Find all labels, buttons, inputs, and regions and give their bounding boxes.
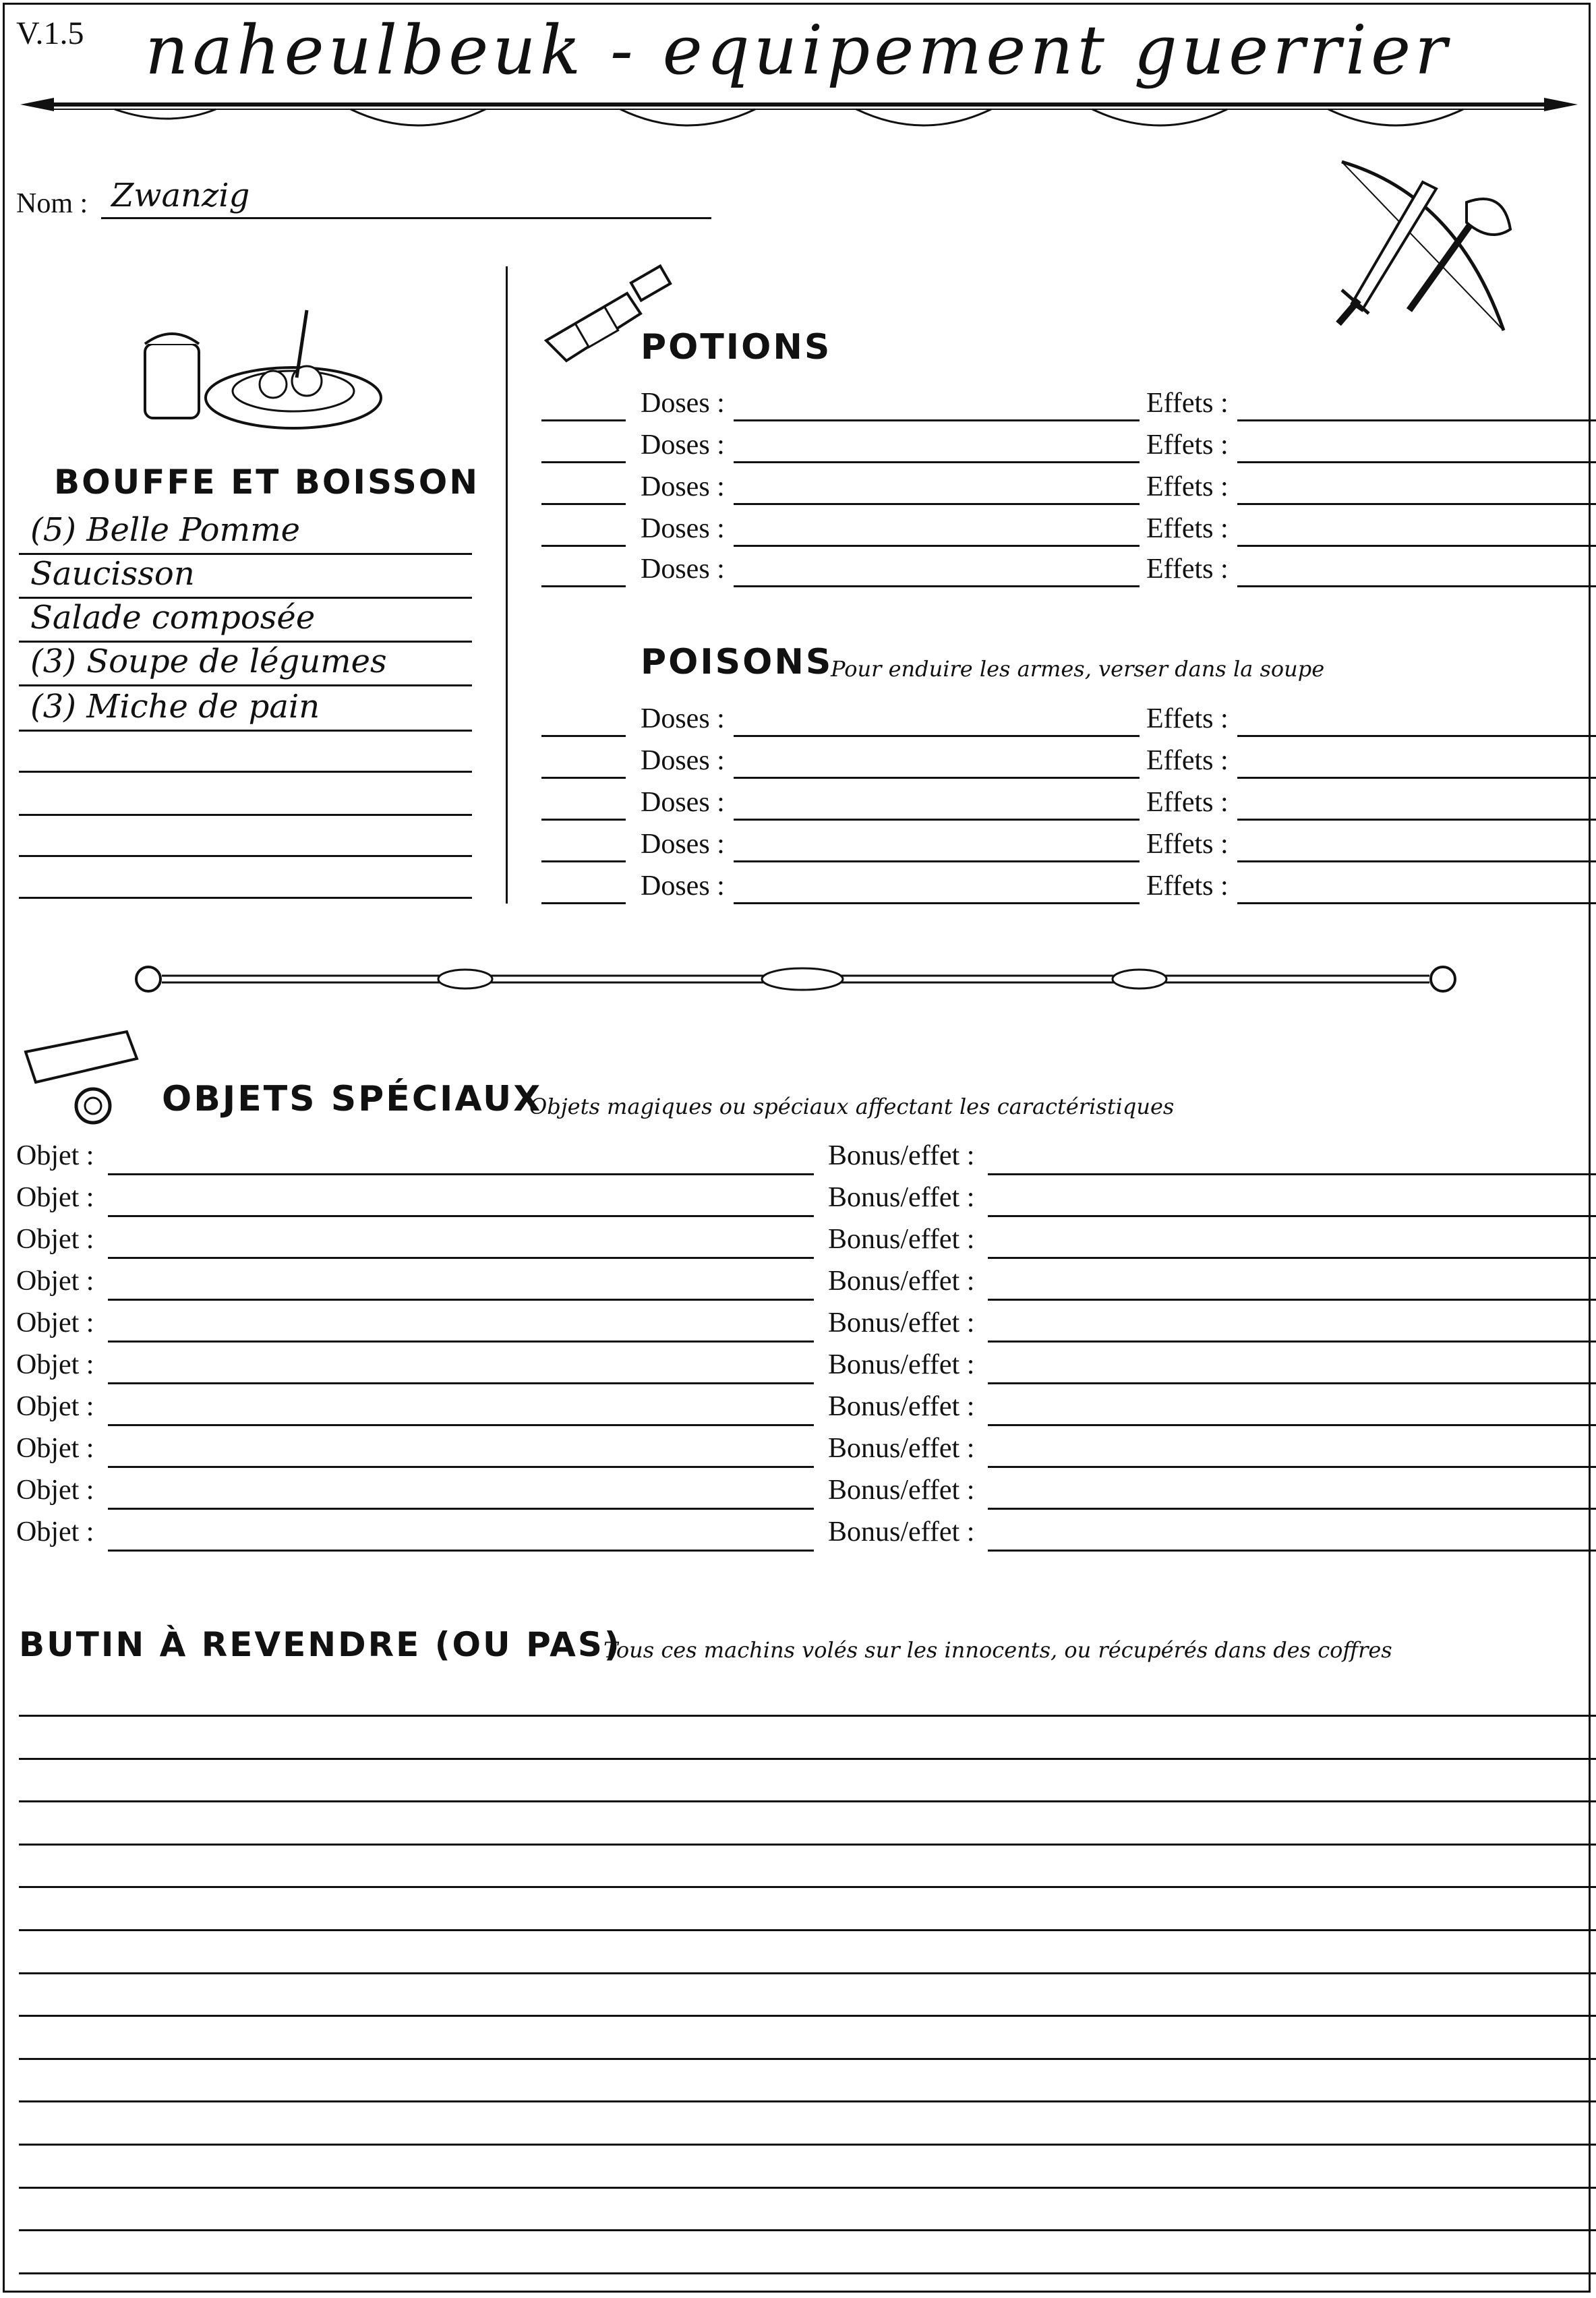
scroll-ring-icon xyxy=(19,1025,154,1133)
potion-doses-field[interactable] xyxy=(734,419,1140,421)
doses-label: Doses : xyxy=(641,745,725,776)
bonus-label: Bonus/effet : xyxy=(828,1433,975,1464)
object-field[interactable] xyxy=(108,1466,814,1468)
doses-label: Doses : xyxy=(641,471,725,502)
object-label: Objet : xyxy=(16,1224,94,1255)
food-item[interactable]: (3) Soupe de légumes xyxy=(30,643,387,680)
food-line xyxy=(19,771,472,773)
bonus-field[interactable] xyxy=(988,1508,1596,1510)
loot-line[interactable] xyxy=(19,1844,1596,1846)
quantity-line[interactable] xyxy=(541,819,626,821)
food-line xyxy=(19,855,472,857)
food-line xyxy=(19,897,472,899)
bonus-label: Bonus/effet : xyxy=(828,1140,975,1171)
doses-label: Doses : xyxy=(641,513,725,544)
poison-doses-field[interactable] xyxy=(734,860,1140,862)
bonus-label: Bonus/effet : xyxy=(828,1349,975,1380)
poison-effects-field[interactable] xyxy=(1237,777,1596,779)
object-label: Objet : xyxy=(16,1182,94,1213)
special-objects-section-title: OBJETS SPÉCIAUX xyxy=(162,1079,543,1119)
doses-label: Doses : xyxy=(641,388,725,419)
object-label: Objet : xyxy=(16,1391,94,1422)
effects-label: Effets : xyxy=(1146,703,1229,734)
loot-line[interactable] xyxy=(19,1715,1596,1717)
quantity-line[interactable] xyxy=(541,503,626,505)
bonus-field[interactable] xyxy=(988,1299,1596,1301)
object-label: Objet : xyxy=(16,1266,94,1297)
bonus-label: Bonus/effet : xyxy=(828,1391,975,1422)
bonus-label: Bonus/effet : xyxy=(828,1266,975,1297)
potion-effects-field[interactable] xyxy=(1237,545,1596,547)
bonus-field[interactable] xyxy=(988,1340,1596,1343)
poison-effects-field[interactable] xyxy=(1237,735,1596,737)
bonus-field[interactable] xyxy=(988,1257,1596,1259)
effects-label: Effets : xyxy=(1146,829,1229,860)
object-label: Objet : xyxy=(16,1433,94,1464)
loot-subtitle: Tous ces machins volés sur les innocents, ou récupérés dans des coffres xyxy=(603,1637,1392,1663)
quantity-line[interactable] xyxy=(541,777,626,779)
bonus-field[interactable] xyxy=(988,1215,1596,1217)
potions-section-title: POTIONS xyxy=(641,327,832,367)
bonus-field[interactable] xyxy=(988,1382,1596,1384)
object-field[interactable] xyxy=(108,1382,814,1384)
bonus-field[interactable] xyxy=(988,1173,1596,1175)
object-field[interactable] xyxy=(108,1340,814,1343)
effects-label: Effets : xyxy=(1146,787,1229,818)
column-divider xyxy=(506,266,508,904)
loot-line[interactable] xyxy=(19,1758,1596,1760)
object-label: Objet : xyxy=(16,1349,94,1380)
food-item[interactable]: Saucisson xyxy=(30,555,195,593)
object-field[interactable] xyxy=(108,1257,814,1259)
potion-doses-field[interactable] xyxy=(734,461,1140,463)
bonus-label: Bonus/effet : xyxy=(828,1307,975,1338)
food-item[interactable]: (3) Miche de pain xyxy=(30,688,320,726)
poison-effects-field[interactable] xyxy=(1237,860,1596,862)
object-field[interactable] xyxy=(108,1508,814,1510)
object-field[interactable] xyxy=(108,1550,814,1552)
potion-effects-field[interactable] xyxy=(1237,585,1596,587)
loot-line[interactable] xyxy=(19,2100,1596,2102)
food-section-title: BOUFFE ET BOISSON xyxy=(54,463,480,502)
loot-line[interactable] xyxy=(19,1800,1596,1802)
staff-divider-icon xyxy=(128,958,1463,998)
potion-effects-field[interactable] xyxy=(1237,503,1596,505)
poisons-subtitle: Pour enduire les armes, verser dans la soupe xyxy=(831,656,1325,682)
doses-label: Doses : xyxy=(641,554,725,585)
doses-label: Doses : xyxy=(641,829,725,860)
quantity-line[interactable] xyxy=(541,735,626,737)
doses-label: Doses : xyxy=(641,871,725,902)
food-line xyxy=(19,684,472,686)
poison-effects-field[interactable] xyxy=(1237,902,1596,904)
bonus-label: Bonus/effet : xyxy=(828,1516,975,1548)
poison-doses-field[interactable] xyxy=(734,777,1140,779)
bonus-field[interactable] xyxy=(988,1466,1596,1468)
object-field[interactable] xyxy=(108,1215,814,1217)
loot-line[interactable] xyxy=(19,1929,1596,1931)
effects-label: Effets : xyxy=(1146,871,1229,902)
bonus-label: Bonus/effet : xyxy=(828,1182,975,1213)
loot-line[interactable] xyxy=(19,2058,1596,2060)
loot-line[interactable] xyxy=(19,1972,1596,1974)
poison-doses-field[interactable] xyxy=(734,735,1140,737)
quantity-line[interactable] xyxy=(541,461,626,463)
object-field[interactable] xyxy=(108,1299,814,1301)
name-field-line xyxy=(101,217,711,219)
quantity-line[interactable] xyxy=(541,902,626,904)
loot-line[interactable] xyxy=(19,2144,1596,2146)
poisons-section-title: POISONS xyxy=(641,642,833,682)
food-icon xyxy=(138,303,381,438)
quantity-line[interactable] xyxy=(541,545,626,547)
potion-doses-field[interactable] xyxy=(734,503,1140,505)
food-line xyxy=(19,730,472,732)
effects-label: Effets : xyxy=(1146,388,1229,419)
object-field[interactable] xyxy=(108,1424,814,1426)
version-label: V.1.5 xyxy=(16,16,84,51)
object-field[interactable] xyxy=(108,1173,814,1175)
name-value[interactable]: Zwanzig xyxy=(111,177,250,214)
object-label: Objet : xyxy=(16,1307,94,1338)
loot-line[interactable] xyxy=(19,2229,1596,2231)
potion-effects-field[interactable] xyxy=(1237,461,1596,463)
bonus-label: Bonus/effet : xyxy=(828,1475,975,1506)
effects-label: Effets : xyxy=(1146,745,1229,776)
loot-section-title: BUTIN À REVENDRE (OU PAS) xyxy=(19,1625,622,1664)
effects-label: Effets : xyxy=(1146,471,1229,502)
object-label: Objet : xyxy=(16,1140,94,1171)
doses-label: Doses : xyxy=(641,703,725,734)
potion-doses-field[interactable] xyxy=(734,545,1140,547)
effects-label: Effets : xyxy=(1146,430,1229,461)
bonus-field[interactable] xyxy=(988,1550,1596,1552)
poison-doses-field[interactable] xyxy=(734,819,1140,821)
quantity-line[interactable] xyxy=(541,860,626,862)
special-objects-subtitle: Objets magiques ou spéciaux affectant les caractéristiques xyxy=(529,1094,1175,1119)
food-item[interactable]: Salade composée xyxy=(30,599,316,637)
loot-line[interactable] xyxy=(19,2187,1596,2189)
potion-doses-field[interactable] xyxy=(734,585,1140,587)
bonus-field[interactable] xyxy=(988,1424,1596,1426)
object-label: Objet : xyxy=(16,1516,94,1548)
effects-label: Effets : xyxy=(1146,513,1229,544)
poison-effects-field[interactable] xyxy=(1237,819,1596,821)
quantity-line[interactable] xyxy=(541,585,626,587)
potion-effects-field[interactable] xyxy=(1237,419,1596,421)
object-label: Objet : xyxy=(16,1475,94,1506)
effects-label: Effets : xyxy=(1146,554,1229,585)
poison-doses-field[interactable] xyxy=(734,902,1140,904)
food-line xyxy=(19,814,472,816)
food-item[interactable]: (5) Belle Pomme xyxy=(30,511,300,549)
doses-label: Doses : xyxy=(641,787,725,818)
bonus-label: Bonus/effet : xyxy=(828,1224,975,1255)
weapons-icon xyxy=(1322,155,1524,344)
loot-line[interactable] xyxy=(19,2272,1596,2274)
quantity-line[interactable] xyxy=(541,419,626,421)
page-title: naheulbeuk - equipement guerrier xyxy=(145,11,1451,90)
loot-line[interactable] xyxy=(19,2015,1596,2017)
loot-line[interactable] xyxy=(19,1886,1596,1888)
spear-divider-icon xyxy=(13,81,1585,148)
doses-label: Doses : xyxy=(641,430,725,461)
name-label: Nom : xyxy=(16,188,88,219)
